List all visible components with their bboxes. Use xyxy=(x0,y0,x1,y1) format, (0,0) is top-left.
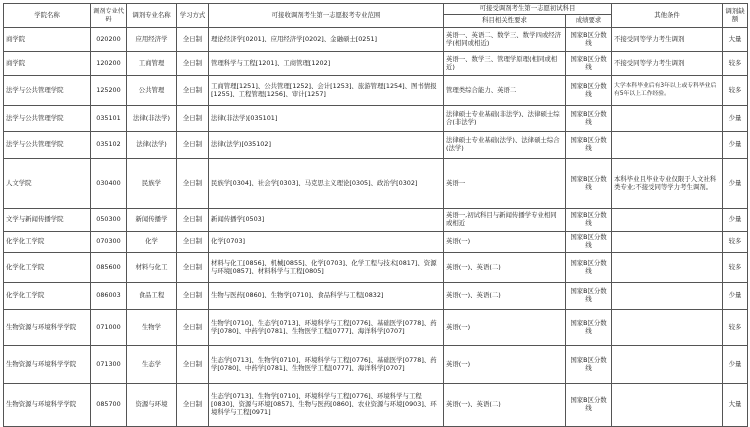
major-cell: 生物学 xyxy=(127,310,177,346)
table-row xyxy=(4,283,748,310)
mode-cell: 全日制 xyxy=(177,159,209,209)
code-cell: 030400 xyxy=(91,159,127,209)
range-cell: 生物与医药[0860]、生物学[0710]、食品科学与工程[0832] xyxy=(209,283,444,310)
score-cell: 国家B区分数线 xyxy=(566,209,612,232)
code-cell: 071000 xyxy=(91,310,127,346)
code-cell: 070300 xyxy=(91,232,127,253)
header-code: 调剂专业代码 xyxy=(91,4,127,28)
adjustment-table-document xyxy=(3,3,747,416)
gap-cell: 少量 xyxy=(723,159,748,209)
header-exam-group: 可接受调剂考生第一志愿初试科目 xyxy=(444,4,612,15)
range-cell: 工商管理[1251]、公共管理[1252]、会计[1253]、旅游管理[1254]、图书情报[1255]、工程管理[1256]、审计[1257] xyxy=(209,76,444,106)
gap-cell: 少量 xyxy=(723,132,748,159)
other-cell: 不接受同等学力考生调剂 xyxy=(612,28,723,52)
score-cell: 国家B区分数线 xyxy=(566,76,612,106)
major-cell: 资源与环境 xyxy=(127,384,177,427)
mode-cell: 全日制 xyxy=(177,106,209,132)
other-cell xyxy=(612,384,723,427)
gap-cell: 少量 xyxy=(723,346,748,384)
school-cell: 化学化工学院 xyxy=(4,253,91,283)
header-school: 学院名称 xyxy=(4,4,91,28)
mode-cell: 全日制 xyxy=(177,52,209,76)
major-cell: 材料与化工 xyxy=(127,253,177,283)
range-cell: 法律(法学)[035102] xyxy=(209,132,444,159)
code-cell: 125200 xyxy=(91,76,127,106)
mode-cell: 全日制 xyxy=(177,384,209,427)
other-cell xyxy=(612,283,723,310)
table-row xyxy=(4,52,748,76)
major-cell: 公共管理 xyxy=(127,76,177,106)
code-cell: 086003 xyxy=(91,283,127,310)
school-cell: 化学化工学院 xyxy=(4,232,91,253)
school-cell: 商学院 xyxy=(4,52,91,76)
subject-cell: 英语(一)、英语(二) xyxy=(444,283,566,310)
range-cell: 理论经济学[0201]、应用经济学[0202]、金融硕士[0251] xyxy=(209,28,444,52)
mode-cell: 全日制 xyxy=(177,28,209,52)
major-cell: 工商管理 xyxy=(127,52,177,76)
header-gap: 调剂缺额 xyxy=(723,4,748,28)
mode-cell: 全日制 xyxy=(177,132,209,159)
score-cell: 国家B区分数线 xyxy=(566,132,612,159)
table-row xyxy=(4,346,748,384)
code-cell: 071300 xyxy=(91,346,127,384)
other-cell xyxy=(612,232,723,253)
range-cell: 化学[0703] xyxy=(209,232,444,253)
code-cell: 085600 xyxy=(91,253,127,283)
school-cell: 化学化工学院 xyxy=(4,283,91,310)
gap-cell: 大量 xyxy=(723,28,748,52)
range-cell: 民族学[0304]、社会学[0303]、马克思主义理论[0305]、政治学[0302] xyxy=(209,159,444,209)
range-cell: 生物学[0710]、生态学[0713]、环境科学与工程[0776]、基础医学[0778]、药学[0780]、中药学[0781]、生物医学工程[0777]、海洋科学[0707] xyxy=(209,310,444,346)
other-cell: 大学本科毕业后有3年以上或专科毕业后有5年以上工作经验。 xyxy=(612,76,723,106)
school-cell: 生物资源与环境科学学院 xyxy=(4,310,91,346)
score-cell: 国家B区分数线 xyxy=(566,106,612,132)
major-cell: 食品工程 xyxy=(127,283,177,310)
score-cell: 国家B区分数线 xyxy=(566,310,612,346)
subject-cell: 英语(一) xyxy=(444,310,566,346)
gap-cell: 少量 xyxy=(723,283,748,310)
table-row xyxy=(4,159,748,209)
other-cell: 不接受同等学力考生调剂 xyxy=(612,52,723,76)
score-cell: 国家B区分数线 xyxy=(566,253,612,283)
header-score-req: 成绩要求 xyxy=(566,15,612,28)
gap-cell: 较多 xyxy=(723,76,748,106)
major-cell: 新闻传播学 xyxy=(127,209,177,232)
code-cell: 085700 xyxy=(91,384,127,427)
school-cell: 生物资源与环境科学学院 xyxy=(4,384,91,427)
score-cell: 国家B区分数线 xyxy=(566,346,612,384)
score-cell: 国家B区分数线 xyxy=(566,232,612,253)
table-row xyxy=(4,209,748,232)
school-cell: 文学与新闻传播学院 xyxy=(4,209,91,232)
subject-cell: 英语(一) xyxy=(444,346,566,384)
table-row xyxy=(4,310,748,346)
gap-cell: 较多 xyxy=(723,52,748,76)
range-cell: 法律(非法学)[035101] xyxy=(209,106,444,132)
header-subject-req: 科目相关性要求 xyxy=(444,15,566,28)
other-cell xyxy=(612,132,723,159)
code-cell: 120200 xyxy=(91,52,127,76)
table-row xyxy=(4,132,748,159)
subject-cell: 英语一、英语二、数学三、数学四或经济学(相同或相近) xyxy=(444,28,566,52)
subject-cell: 法律硕士专业基础(法学)、法律硕士综合(法学) xyxy=(444,132,566,159)
other-cell xyxy=(612,310,723,346)
gap-cell: 大量 xyxy=(723,384,748,427)
school-cell: 法学与公共管理学院 xyxy=(4,106,91,132)
range-cell: 新闻传播学[0503] xyxy=(209,209,444,232)
mode-cell: 全日制 xyxy=(177,346,209,384)
mode-cell: 全日制 xyxy=(177,310,209,346)
table-row xyxy=(4,76,748,106)
score-cell: 国家B区分数线 xyxy=(566,52,612,76)
mode-cell: 全日制 xyxy=(177,209,209,232)
subject-cell: 英语(一)、英语(二) xyxy=(444,384,566,427)
school-cell: 法学与公共管理学院 xyxy=(4,76,91,106)
major-cell: 法律(非法学) xyxy=(127,106,177,132)
subject-cell: 英语一,初试科目与新闻传播学专业相同或相近 xyxy=(444,209,566,232)
school-cell: 生物资源与环境科学学院 xyxy=(4,346,91,384)
other-cell xyxy=(612,346,723,384)
table-row xyxy=(4,384,748,427)
other-cell xyxy=(612,253,723,283)
subject-cell: 英语一 xyxy=(444,159,566,209)
other-cell xyxy=(612,106,723,132)
other-cell: 本科毕业且毕业专业仅限于人文社科类专业;不接受同等学力考生调剂。 xyxy=(612,159,723,209)
score-cell: 国家B区分数线 xyxy=(566,159,612,209)
range-cell: 管理科学与工程[1201]、工商管理[1202] xyxy=(209,52,444,76)
subject-cell: 英语一、数学三、管理学原理(相同或相近) xyxy=(444,52,566,76)
subject-cell: 英语(一) xyxy=(444,232,566,253)
major-cell: 法律(法学) xyxy=(127,132,177,159)
header-major: 调剂专业名称 xyxy=(127,4,177,28)
range-cell: 生态学[0713]、生物学[0710]、环境科学与工程[0776]、基础医学[0778]、药学[0780]、中药学[0781]、生物医学工程[0777]、海洋科学[0707] xyxy=(209,346,444,384)
mode-cell: 全日制 xyxy=(177,232,209,253)
gap-cell: 较多 xyxy=(723,253,748,283)
score-cell: 国家B区分数线 xyxy=(566,28,612,52)
table-row xyxy=(4,253,748,283)
score-cell: 国家B区分数线 xyxy=(566,384,612,427)
mode-cell: 全日制 xyxy=(177,76,209,106)
mode-cell: 全日制 xyxy=(177,253,209,283)
subject-cell: 英语(一)、英语(二) xyxy=(444,253,566,283)
range-cell: 生态学[0713]、生物学[0710]、环境科学与工程[0776]、环境科学与工程[0830]、资源与环境[0857]、生物与医药[0860]、农业资源与环境[0903]、环境科学与工程[0971] xyxy=(209,384,444,427)
gap-cell: 较多 xyxy=(723,310,748,346)
code-cell: 050300 xyxy=(91,209,127,232)
adjustment-table xyxy=(3,3,748,427)
range-cell: 材料与化工[0856]、机械[0855]、化学[0703]、化学工程与技术[0817]、资源与环境[0857]、材料科学与工程[0805] xyxy=(209,253,444,283)
code-cell: 020200 xyxy=(91,28,127,52)
table-row xyxy=(4,28,748,52)
gap-cell: 少量 xyxy=(723,209,748,232)
table-row xyxy=(4,106,748,132)
header-range: 可接收调剂考生第一志愿报考专业范围 xyxy=(209,4,444,28)
gap-cell: 较多 xyxy=(723,232,748,253)
major-cell: 民族学 xyxy=(127,159,177,209)
gap-cell: 少量 xyxy=(723,106,748,132)
mode-cell: 全日制 xyxy=(177,283,209,310)
major-cell: 应用经济学 xyxy=(127,28,177,52)
code-cell: 035101 xyxy=(91,106,127,132)
school-cell: 法学与公共管理学院 xyxy=(4,132,91,159)
major-cell: 生态学 xyxy=(127,346,177,384)
header-mode: 学习方式 xyxy=(177,4,209,28)
school-cell: 人文学院 xyxy=(4,159,91,209)
other-cell xyxy=(612,209,723,232)
code-cell: 035102 xyxy=(91,132,127,159)
major-cell: 化学 xyxy=(127,232,177,253)
header-other: 其他条件 xyxy=(612,4,723,28)
score-cell: 国家B区分数线 xyxy=(566,283,612,310)
school-cell: 商学院 xyxy=(4,28,91,52)
subject-cell: 管理类综合能力、英语二 xyxy=(444,76,566,106)
table-row xyxy=(4,232,748,253)
subject-cell: 法律硕士专业基础(非法学)、法律硕士综合(非法学) xyxy=(444,106,566,132)
